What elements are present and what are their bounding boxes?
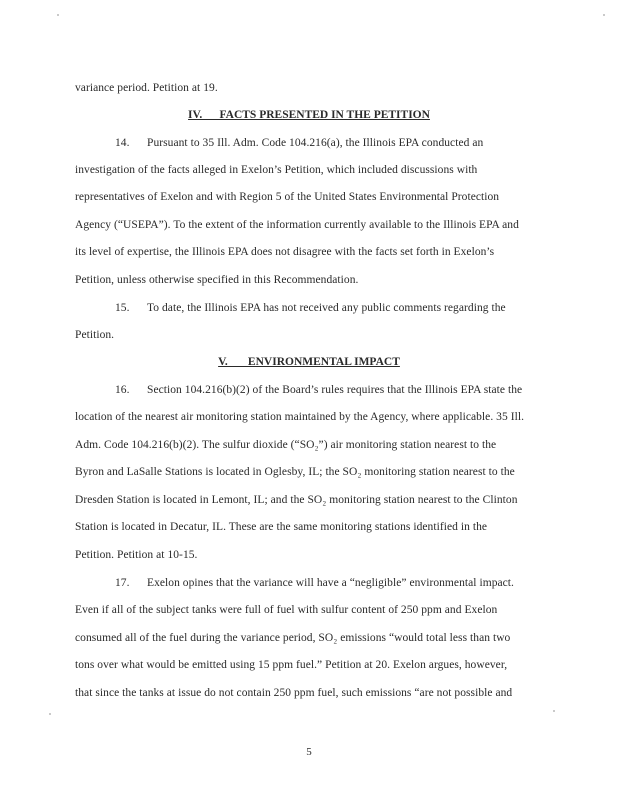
paragraph-number: 14. <box>115 137 130 149</box>
text-line: that since the tanks at issue do not contain 250 ppm fuel, such emissions “are not possible and <box>75 687 513 699</box>
paragraph-number: 15. <box>115 302 130 314</box>
section-heading-environmental-impact: V. ENVIRONMENTAL IMPACT <box>218 356 400 368</box>
text-line: Petition. Petition at 10-15. <box>75 549 198 561</box>
paragraph-text: Pursuant to 35 Ill. Adm. Code 104.216(a), the Illinois EPA conducted an <box>147 137 484 149</box>
text-line: Dresden Station is located in Lemont, IL; and the SO₂ monitoring station nearest to the Clinton <box>75 494 518 506</box>
paragraph-17-line <box>115 576 585 590</box>
scan-speck <box>553 710 555 712</box>
text-line: Petition, unless otherwise specified in this Recommendation. <box>75 274 359 286</box>
paragraph-text: Exelon opines that the variance will have a “negligible” environmental impact. <box>147 577 514 589</box>
text-line: investigation of the facts alleged in Exelon’s Petition, which included discussions with <box>75 164 478 176</box>
text-line: representatives of Exelon and with Region 5 of the United States Environmental Protection <box>75 191 500 203</box>
text-line: its level of expertise, the Illinois EPA does not disagree with the facts set forth in Exelon’s <box>75 246 495 258</box>
text-line: Adm. Code 104.216(b)(2). The sulfur dioxide (“SO₂”) air monitoring station nearest to the <box>75 439 497 451</box>
page-number: 5 <box>306 746 312 758</box>
scan-speck <box>49 713 51 715</box>
paragraph-14-line <box>115 136 585 150</box>
text-line: Agency (“USEPA”). To the extent of the information currently available to the Illinois EPA and <box>75 219 519 231</box>
paragraph-number: 17. <box>115 577 130 589</box>
paragraph-text: Section 104.216(b)(2) of the Board’s rules requires that the Illinois EPA state the <box>147 384 523 396</box>
text-line: Petition. <box>75 329 115 341</box>
text-line: Even if all of the subject tanks were full of fuel with sulfur content of 250 ppm and Exelon <box>75 604 498 616</box>
paragraph-number: 16. <box>115 384 130 396</box>
text-line: location of the nearest air monitoring station maintained by the Agency, where applicable. 35 Ill. <box>75 411 525 423</box>
text-line: consumed all of the fuel during the variance period, SO₂ emissions “would total less than two <box>75 632 511 644</box>
paragraph-15-line <box>115 301 585 315</box>
section-heading-facts: IV. FACTS PRESENTED IN THE PETITION <box>188 109 430 121</box>
text-line: variance period. Petition at 19. <box>75 82 218 94</box>
text-line: tons over what would be emitted using 15 ppm fuel.” Petition at 20. Exelon argues, however, <box>75 659 508 671</box>
paragraph-text: To date, the Illinois EPA has not received any public comments regarding the <box>147 302 506 314</box>
text-line: Byron and LaSalle Stations is located in Oglesby, IL; the SO₂ monitoring station nearest to the <box>75 466 515 478</box>
text-line: Station is located in Decatur, IL. These are the same monitoring stations identified in the <box>75 521 488 533</box>
paragraph-16-line <box>115 383 585 397</box>
scan-speck <box>57 14 59 16</box>
scan-speck <box>603 14 605 16</box>
